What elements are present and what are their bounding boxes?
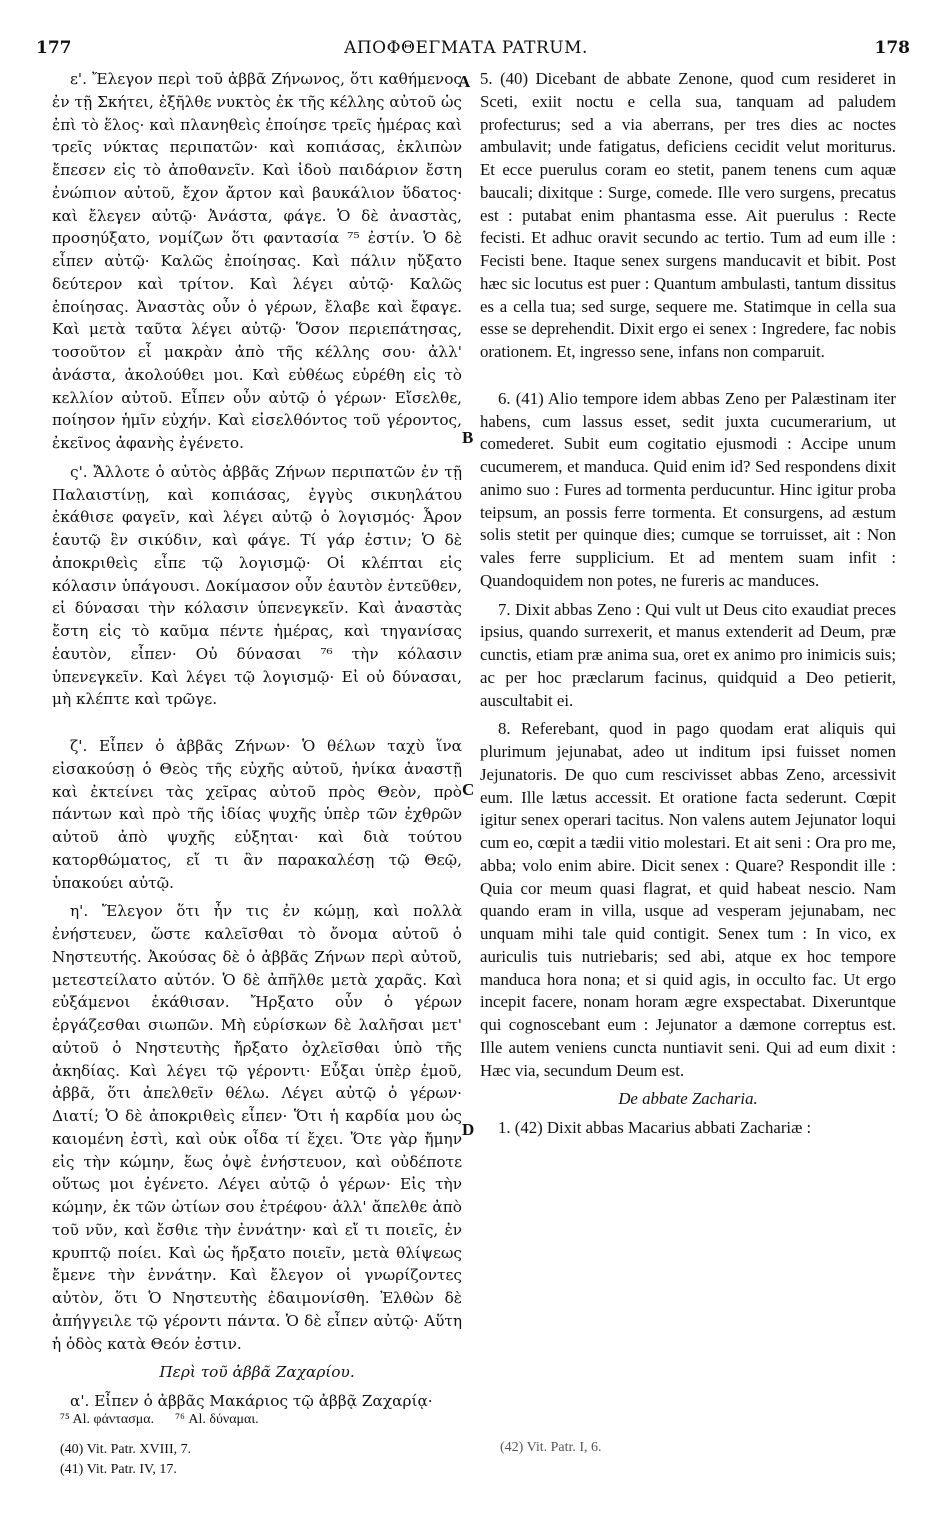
margin-marker-a: A (458, 72, 471, 91)
page-number-right: 178 (874, 38, 910, 58)
source-ref-40: (40) Vit. Patr. XVIII, 7. (60, 1442, 192, 1457)
margin-marker-d: D (462, 1120, 475, 1139)
greek-saying-5: ε'. Ἔλεγον περὶ τοῦ ἀββᾶ Ζήνωνος, ὅτι καθήμενος ἐν τῇ Σκήτει, ἐξῆλθε νυκτὸς ἐκ τῆς κέλλης αὐτοῦ ὡς ἐπὶ τὸ ἕλος· καὶ πλανηθεὶς ἐποίησε τρεῖς ἡμέρας καὶ τρεῖς νύκτας περιπατῶν· καὶ κοπιάσας, ἐκλιπὼν ἔπεσεν εἰς τὸ ἀποθανεῖν. Καὶ ἰδοὺ παιδάριον ἔστη ἐνώπιον αὐτοῦ, ἔχον ἄρτον καὶ βαυκάλιον ὕδατος· καὶ ἔλεγεν αὐτῷ· Ἀνάστα, φάγε. Ὁ δὲ ἀναστὰς, προσηύξατο, νομίζων ὅτι φαντασία ⁷⁵ ἐστίν. Ὁ δὲ εἶπεν αὐτῷ· Καλῶς ἐποίησας. Καὶ πάλιν ηὔξατο δεύτερον καὶ τρίτον. Καὶ λέγει αὐτῷ· Καλῶς ἐποίησας. Ἀναστὰς οὖν ὁ γέρων, ἔλαβε καὶ ἔφαγε. Καὶ μετὰ ταῦτα λέγει αὐτῷ· Ὅσον περιεπάτησας, τοσοῦτον εἶ μακρὰν ἀπὸ τῆς κέλλης σου· ἀλλ' ἀνάστα, ἀκολούθει μοι. Καὶ εὐθέως εὑρέθη εἰς τὸ κελλίον αὐτοῦ. Εἶπεν οὖν αὐτῷ ὁ γέρων· Εἴσελθε, ποίησον ἡμῖν εὐχήν. Καὶ εἰσελθόντος τοῦ γέροντος, ἐκεῖνος ἀφανὴς ἐγένετο. (52, 70, 462, 452)
greek-saying-6: ς'. Ἄλλοτε ὁ αὐτὸς ἀββᾶς Ζήνων περιπατῶν ἐν τῇ Παλαιστίνῃ, καὶ κοπιάσας, ἐγγὺς σικυηλάτου ἐκάθισε φαγεῖν, καὶ λέγει αὐτῷ ὁ λογισμός· Ἆρον ἑαυτῷ ἓν σικύδιν, καὶ φάγε. Τί γάρ ἐστιν; Ὁ δὲ ἀποκριθεὶς εἶπε τῷ λογισμῷ· Οἱ κλέπται εἰς κόλασιν ὑπάγουσι. Δοκίμασον οὖν ἑαυτὸν ἐντεῦθεν, εἰ δύνασαι τὴν κόλασιν ὑπενεγκεῖν. Καὶ ἀναστὰς ἔστη εἰς τὸ καῦμα πέντε ἡμέρας, καὶ τηγανίσας ἑαυτὸν, εἶπεν· Οὐ δύνασαι ⁷⁶ τὴν κόλασιν ὑπενεγκεῖν. Καὶ λέγει τῷ λογισμῷ· Εἰ οὐ δύνασαι, μὴ κλέπτε καὶ τρῶγε. (52, 462, 462, 709)
latin-saying-5: 5. (40) Dicebant de abbate Zenone, quod cum resideret in Sceti, exiit noctu e cella sua, tanquam ad paludem profecturus; sed a via aberrans, per tres dies ac noctes ambulavit; unde fatigatus, deficiens cecidit velut moriturus. Et ecce puerulus coram eo stetit, panem tenens cum aquæ baucali; dixitque : Surge, comede. Ille vero surgens, precatus est : putabat enim phantasma esse. Ait puerulus : Recte fecisti. Et adhuc oravit secundo ac tertio. Tum ad eum ille : Fecisti bene. Itaque senex surgens manducavit et bibit. Post hæc sic locutus est puer : Quantum ambulasti, tantum dissitus es a cella tua; sed surge, sequere me. Statimque in cella sua esse se deprehendit. Dixit ergo ei senex : Ingredere, fac nobis orationem. Et, ingresso sene, infans non comparuit. (480, 69, 896, 361)
footnote-76: ⁷⁶ Al. δύναμαι. (175, 1412, 259, 1427)
running-header (0, 38, 932, 62)
latin-saying-7: 7. Dixit abbas Zeno : Qui vult ut Deus cito exaudiat preces ipsius, quando surrexerit, et manus extenderit ad Deum, præ cunctis, etiam præ anima sua, oret ex animo pro inimicis suis; ac per hoc præclarum facinus, quidquid a Deo petierit, auscultabit ei. (480, 599, 896, 710)
greek-saying-1: α'. Εἶπεν ὁ ἀββᾶς Μακάριος τῷ ἀββᾷ Ζαχαρίᾳ· (70, 1392, 433, 1410)
latin-saying-8: 8. Referebant, quod in pago quodam erat aliquis qui plurimum jejunabat, adeo ut inditum ipsi fuisset nomen Jejunatoris. De quo cum rescivisset abbas Zeno, arcessivit eum. Ille lætus accessit. Et oratione facta sederunt. Cœpit igitur senex operari tacitus. Non valens autem Jejunator loqui cum eo, cœpit a tædii vitio molestari. Et ait seni : Ora pro me, abba; volo enim abire. Dicit senex : Quare? Respondit ille : Quia cor meum quasi flagrat, et quid habeat nescio. Nam quando eram in villa, usque ad vesperam jejunabam, nec unquam mihi tale quid contigit. Senex tum : In vico, ex auriculis tuis nutriebaris; sed abi, atque ex hoc tempore manduca hora nona; et si quid agis, in occulto fac. Ut ergo incepit facere, nonam horam ægre exspectabat. Dixeruntque qui cognoscebant eum : Jejunator a dæmone correptus est. Ille autem veniens cuncta nuntiavit seni. Qui ad eum dixit : Hæc via, secundum Deum est. (480, 719, 896, 1080)
running-title: ΑΠΟΦΘΕΓΜΑΤΑ PATRUM. (344, 38, 588, 58)
footnotes (60, 1410, 480, 1480)
greek-saying-8: η'. Ἔλεγον ὅτι ἦν τις ἐν κώμῃ, καὶ πολλὰ ἐνήστευεν, ὥστε καλεῖσθαι τὸ ὄνομα αὐτοῦ ὁ Νηστευτής. Ἀκούσας δὲ ὁ ἀββᾶς Ζήνων περὶ αὐτοῦ, μετεστείλατο αὐτόν. Ὁ δὲ ἀπῆλθε μετὰ χαρᾶς. Καὶ εὐξάμενοι ἐκάθισαν. Ἤρξατο οὖν ὁ γέρων ἐργάζεσθαι σιωπῶν. Μὴ εὑρίσκων δὲ λαλῆσαι μετ' αὐτοῦ ὁ Νηστευτὴς ἤρξατο ὀχλεῖσθαι ὑπὸ τῆς ἀκηδίας. Καὶ λέγει τῷ γέροντι· Εὖξαι ὑπὲρ ἐμοῦ, ἀββᾶ, ὅτι ἀπελθεῖν θέλω. Λέγει αὐτῷ ὁ γέρων· Διατί; Ὁ δὲ ἀποκριθεὶς εἶπεν· Ὅτι ἡ καρδία μου ὡς καιομένη ἐστὶ, καὶ οὐκ οἶδα τί ἔχει. Ὅτε γὰρ ἤμην εἰς τὴν κώμην, ἕως ὀψὲ ἐνήστευον, καὶ οὐδέποτε οὕτως μοι ἐγένετο. Λέγει αὐτῷ ὁ γέρων· Εἰς τὴν κώμην, ἐκ τῶν ὠτίων σου ἐτρέφου· ἀλλ' ἄπελθε ἀπὸ τοῦ νῦν, καὶ ἔσθιε τὴν ἐννάτην· καὶ εἴ τι ποιεῖς, ἐν κρυπτῷ ποίει. Καὶ ὡς ἤρξατο ποιεῖν, μετὰ θλίψεως ἔμενε τὴν ἐννάτην. Καὶ ἔλεγον οἱ γνωρίζοντες αὐτὸν, ὅτι Ὁ Νηστευτὴς ἐδαιμονίσθη. Ἐλθὼν δὲ ἀπήγγειλε τῷ γέροντι πάντα. Ὁ δὲ εἶπεν αὐτῷ· Αὕτη ἡ ὁδὸς κατὰ Θεόν ἐστιν. (52, 902, 462, 1353)
footnote-75: ⁷⁵ Al. φάντασμα. (60, 1412, 155, 1427)
margin-marker-c: C (462, 780, 475, 799)
latin-section-heading: De abbate Zacharia. (618, 1089, 758, 1109)
margin-marker-b: B (462, 428, 474, 447)
source-ref-41: (41) Vit. Patr. IV, 17. (60, 1462, 177, 1477)
greek-column (52, 68, 462, 1419)
latin-column (480, 68, 896, 1146)
greek-saying-7: ζ'. Εἶπεν ὁ ἀββᾶς Ζήνων· Ὁ θέλων ταχὺ ἵνα εἰσακούσῃ ὁ Θεὸς τῆς εὐχῆς αὐτοῦ, ἡνίκα ἀναστῇ καὶ ἐκτείνει τὰς χεῖρας αὐτοῦ πρὸς Θεὸν, πρὸ πάντων καὶ πρὸ τῆς ἰδίας ψυχῆς ὑπὲρ τῶν ἐχθρῶν αὐτοῦ ἀπὸ ψυχῆς εὐξηται· καὶ διὰ τούτου κατορθώματος, εἴ τι ἂν παρακαλέσῃ τῷ Θεῷ, ὑπακούει αὐτῷ. (52, 737, 462, 892)
latin-saying-1: 1. (42) Dixit abbas Macarius abbati Zachariæ : (498, 1118, 812, 1137)
latin-saying-6: 6. (41) Alio tempore idem abbas Zeno per Palæstinam iter habens, cum lassus esset, sedit juxta cucumerarium, ut comederet. Subit eum cogitatio ejusmodi : Accipe unum cucumerem, et manduca. Quid enim id? Sed respondens dixit animo suo : Fures ad tormenta perducuntur. Hinc igitur proba teipsum, an possis ferre tormenta. Et consurgens, ad æstum solis stetit per quinque dies; cumque se torruisset, ait : Non vales ferre supplicium. Et ad mentem suam infit : Quandoquidem non potes, ne fureris ac manduces. (480, 388, 896, 590)
page-number-left: 177 (36, 38, 72, 58)
source-ref-42: (42) Vit. Patr. I, 6. (500, 1440, 602, 1455)
greek-section-heading: Περὶ τοῦ ἀββᾶ Ζαχαρίου. (159, 1363, 355, 1382)
